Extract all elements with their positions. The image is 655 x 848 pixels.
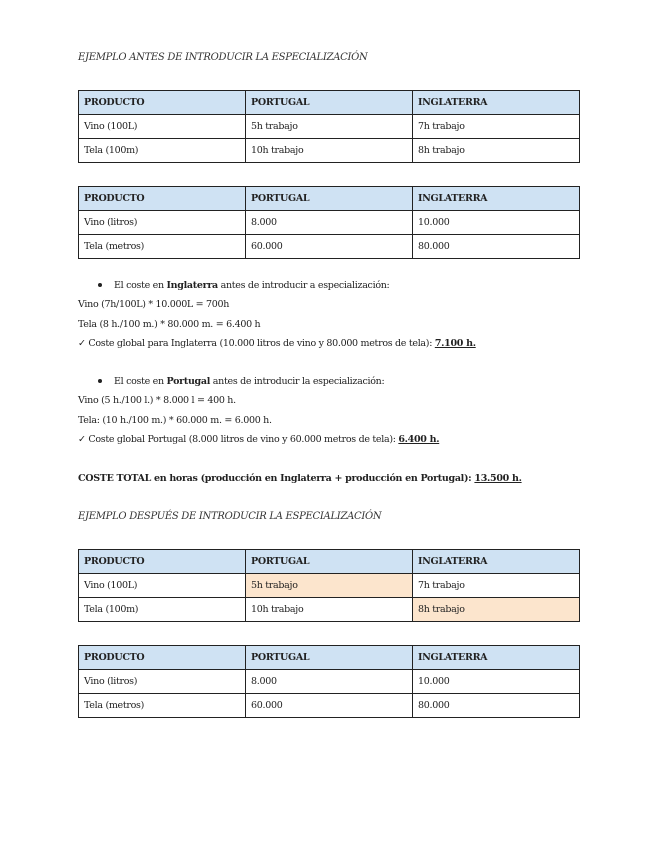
total-value: 13.500 h.: [474, 473, 522, 484]
header-inglaterra: INGLATERRA: [413, 187, 580, 211]
table-row: [79, 670, 580, 694]
table-cell-highlighted: 8h trabajo: [413, 598, 580, 622]
table-cell: Vino (litros): [79, 211, 246, 235]
bullet-icon: [98, 379, 102, 383]
coste-total: [78, 473, 522, 484]
portugal-bullet: [98, 376, 384, 387]
table-header-row: [79, 646, 580, 670]
total-value: 7.100 h.: [434, 338, 476, 349]
header-portugal: PORTUGAL: [246, 646, 413, 670]
inglaterra-bullet: [98, 280, 389, 291]
header-producto: PRODUCTO: [79, 91, 246, 115]
table-cell: Tela (100m): [79, 139, 246, 163]
text-bold: Inglaterra: [166, 280, 218, 291]
table-cell: 7h trabajo: [413, 574, 580, 598]
heading-before: EJEMPLO ANTES DE INTRODUCIR LA ESPECIALIZACIÓN: [78, 52, 368, 63]
table-cell: 5h trabajo: [246, 115, 413, 139]
total-value: 6.400 h.: [398, 434, 440, 445]
portugal-line-vino: Vino (5 h./100 l.) * 8.000 l = 400 h.: [78, 395, 236, 406]
text: antes de introducir a especialización:: [217, 280, 390, 291]
text: El coste en: [114, 376, 167, 387]
bullet-icon: [98, 283, 102, 287]
header-portugal: PORTUGAL: [246, 91, 413, 115]
table-row: [79, 139, 580, 163]
text: ✓ Coste global Portugal (8.000 litros de vino y 60.000 metros de tela):: [78, 434, 399, 445]
table-cell: 10.000: [413, 670, 580, 694]
header-producto: PRODUCTO: [79, 187, 246, 211]
header-portugal: PORTUGAL: [246, 550, 413, 574]
header-portugal: PORTUGAL: [246, 187, 413, 211]
table-cell: 10.000: [413, 211, 580, 235]
portugal-line-tela: Tela: (10 h./100 m.) * 60.000 m. = 6.000 h.: [78, 415, 272, 426]
inglaterra-total: [78, 338, 476, 349]
table-quantities-after: [78, 645, 580, 718]
header-producto: PRODUCTO: [79, 646, 246, 670]
inglaterra-line-tela: Tela (8 h./100 m.) * 80.000 m. = 6.400 h: [78, 319, 261, 330]
text: El coste en: [114, 280, 167, 291]
heading-after: EJEMPLO DESPUÉS DE INTRODUCIR LA ESPECIALIZACIÓN: [78, 511, 382, 522]
table-header-row: [79, 187, 580, 211]
table-cell: Vino (100L): [79, 115, 246, 139]
inglaterra-line-vino: Vino (7h/100L) * 10.000L = 700h: [78, 299, 230, 310]
table-cell: Tela (100m): [79, 598, 246, 622]
text-bold: Portugal: [166, 376, 211, 387]
table-row: [79, 574, 580, 598]
table-cell: 8.000: [246, 670, 413, 694]
header-producto: PRODUCTO: [79, 550, 246, 574]
table-cell: 10h trabajo: [246, 139, 413, 163]
text: COSTE TOTAL en horas (producción en Inglaterra + producción en Portugal):: [78, 473, 475, 484]
table-cell: 10h trabajo: [246, 598, 413, 622]
table-cell-highlighted: 5h trabajo: [246, 574, 413, 598]
text: antes de introducir la especialización:: [210, 376, 385, 387]
table-hours-after: [78, 549, 580, 622]
table-row: [79, 694, 580, 718]
table-cell: 8h trabajo: [413, 139, 580, 163]
table-hours-before: [78, 90, 580, 163]
table-row: [79, 235, 580, 259]
table-cell: 80.000: [413, 694, 580, 718]
table-cell: 7h trabajo: [413, 115, 580, 139]
table-header-row: [79, 91, 580, 115]
table-row: [79, 211, 580, 235]
table-header-row: [79, 550, 580, 574]
table-quantities-before: [78, 186, 580, 259]
portugal-total: [78, 434, 439, 445]
table-cell: Vino (100L): [79, 574, 246, 598]
table-cell: 60.000: [246, 694, 413, 718]
table-cell: Tela (metros): [79, 694, 246, 718]
table-cell: 60.000: [246, 235, 413, 259]
header-inglaterra: INGLATERRA: [413, 550, 580, 574]
header-inglaterra: INGLATERRA: [413, 91, 580, 115]
table-cell: 80.000: [413, 235, 580, 259]
table-cell: 8.000: [246, 211, 413, 235]
table-cell: Vino (litros): [79, 670, 246, 694]
table-row: [79, 598, 580, 622]
table-cell: Tela (metros): [79, 235, 246, 259]
table-row: [79, 115, 580, 139]
header-inglaterra: INGLATERRA: [413, 646, 580, 670]
text: ✓ Coste global para Inglaterra (10.000 litros de vino y 80.000 metros de tela):: [78, 338, 435, 349]
